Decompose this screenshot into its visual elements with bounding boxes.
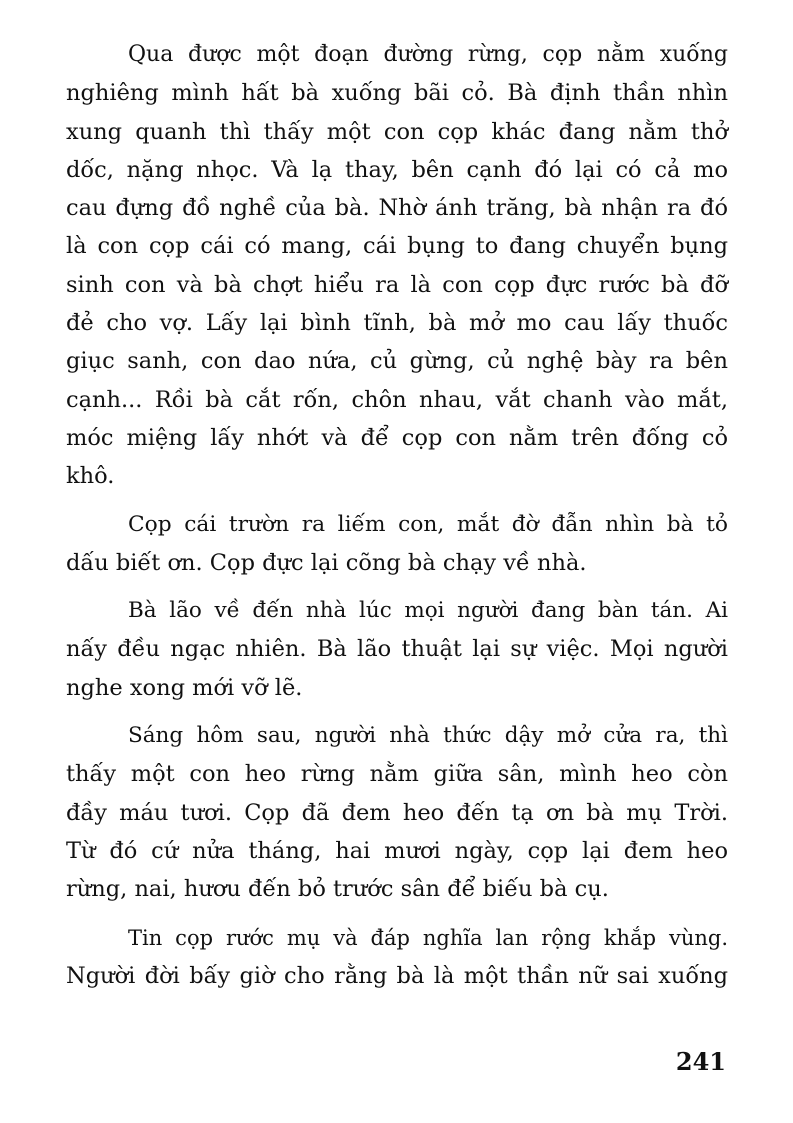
body-text [66,36,728,995]
paragraph-1 [66,36,728,496]
text-line: là con cọp cái có mang, cái bụng to đang chuyển bụng [66,233,728,260]
text-line: cau đựng đồ nghề của bà. Nhờ ánh trăng, bà nhận ra đó [66,195,728,222]
text-line: giục sanh, con dao nứa, củ gừng, củ nghệ bày ra bên [66,348,728,375]
text-line: rừng, nai, hươu đến bỏ trước sân để biếu bà cụ. [66,876,609,903]
text-line: sinh con và bà chợt hiểu ra là con cọp đực rước bà đỡ [66,271,728,298]
text-line: móc miệng lấy nhớt và để cọp con nằm trên đống cỏ [66,424,728,451]
text-line: Sáng hôm sau, người nhà thức dậy mở cửa ra, thì [128,723,728,749]
page-number: 241 [675,1047,726,1076]
text-line: cạnh... Rồi bà cắt rốn, chôn nhau, vắt chanh vào mắt, [66,386,728,413]
text-line: nghe xong mới vỡ lẽ. [66,674,303,701]
text-line: Từ đó cứ nửa tháng, hai mươi ngày, cọp lại đem heo [66,837,728,864]
text-line: đầy máu tươi. Cọp đã đem heo đến tạ ơn bà mụ Trời. [66,799,728,826]
text-line: khô. [66,463,115,490]
paragraph-5 [66,919,728,996]
paragraph-4 [66,717,728,908]
text-line: Người đời bấy giờ cho rằng bà là một thần nữ sai xuống [66,962,728,989]
text-line: Qua được một đoạn đường rừng, cọp nằm xuống [128,42,728,67]
text-line: nấy đều ngạc nhiên. Bà lão thuật lại sự việc. Mọi người [66,636,728,663]
text-line: nghiêng mình hất bà xuống bãi cỏ. Bà định thần nhìn [66,80,728,107]
text-line: Bà lão về đến nhà lúc mọi người đang bàn tán. Ai [128,598,728,624]
paragraph-2 [66,506,728,583]
text-line: đẻ cho vợ. Lấy lại bình tĩnh, bà mở mo cau lấy thuốc [66,310,728,337]
text-line: dấu biết ơn. Cọp đực lại cõng bà chạy về nhà. [66,549,587,576]
text-line: thấy một con heo rừng nằm giữa sân, mình heo còn [66,761,728,788]
text-line: xung quanh thì thấy một con cọp khác đang nằm thở [66,118,728,145]
text-line: Tin cọp rước mụ và đáp nghĩa lan rộng khắp vùng. [128,925,728,950]
paragraph-3 [66,592,728,707]
text-line: Cọp cái trườn ra liếm con, mắt đờ đẫn nhìn bà tỏ [128,511,728,537]
text-line: dốc, nặng nhọc. Và lạ thay, bên cạnh đó lại có cả mo [66,156,728,183]
